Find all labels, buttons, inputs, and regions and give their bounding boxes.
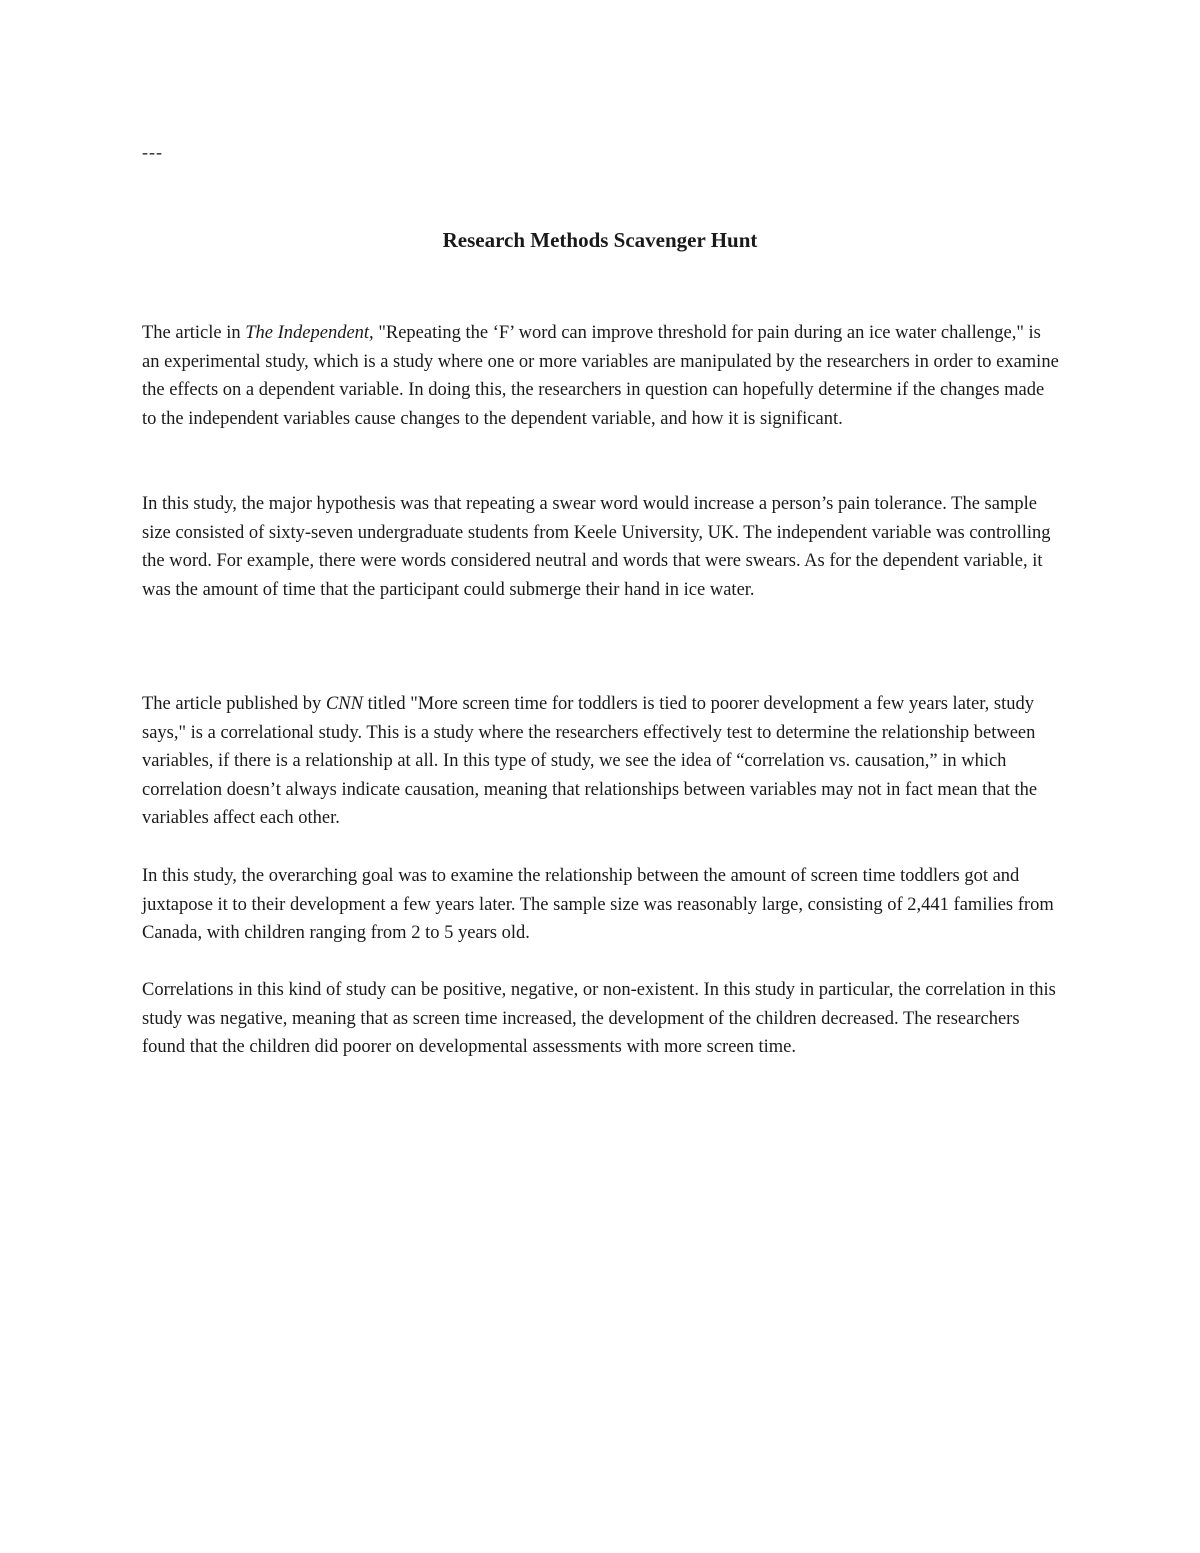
separator-dashes: --- — [142, 142, 163, 162]
paragraph-text: The article in — [142, 323, 246, 343]
paragraph-independent-article — [142, 319, 1062, 433]
paragraph-independent-study-details: In this study, the major hypothesis was that repeating a swear word would increase a person’s pain tolerance. The sample size consisted of sixty-seven undergraduate students from Keele University, UK. The independent variable was controlling the word. For example, there were words considered neutral and words that were swears. As for the dependent variable, it was the amount of time that the participant could submerge their hand in ice water. — [142, 494, 1051, 600]
paragraph-text: The article published by — [142, 694, 326, 714]
paragraph-cnn-article — [142, 690, 1062, 833]
paragraph-text: "Repeating the ‘F’ word can improve threshold for pain during an ice water challenge," is an experimental study, which is a study where one or more variables are manipulated by the researchers in order to examine the effects on a dependent variable. In doing this, the researchers in question can hopefully determine if the changes made to the independent variables cause changes to the dependent variable, and how it is significant. — [142, 323, 1059, 429]
document-title: Research Methods Scavenger Hunt — [442, 228, 758, 252]
paragraph-correlation-findings: Correlations in this kind of study can be positive, negative, or non-existent. In this study in particular, the correlation in this study was negative, meaning that as screen time increased, the development of the children decreased. The researchers found that the children did poorer on developmental assessments with more screen time. — [142, 980, 1056, 1058]
paragraph-cnn-study-details: In this study, the overarching goal was to examine the relationship between the amount of screen time toddlers got and juxtapose it to their development a few years later. The sample size was reasonably large, consisting of 2,441 families from Canada, with children ranging from 2 to 5 years old. — [142, 866, 1054, 944]
publication-name: The Independent, — [245, 323, 374, 343]
paragraph-text: titled "More screen time for toddlers is tied to poorer development a few years later, study says," is a correlational study. This is a study where the researchers effectively test to determine the relationship between variables, if there is a relationship at all. In this type of study, we see the idea of “correlation vs. causation,” in which correlation doesn’t always indicate causation, meaning that relationships between variables may not in fact mean that the variables affect each other. — [142, 694, 1038, 829]
publication-name: CNN — [325, 694, 363, 714]
